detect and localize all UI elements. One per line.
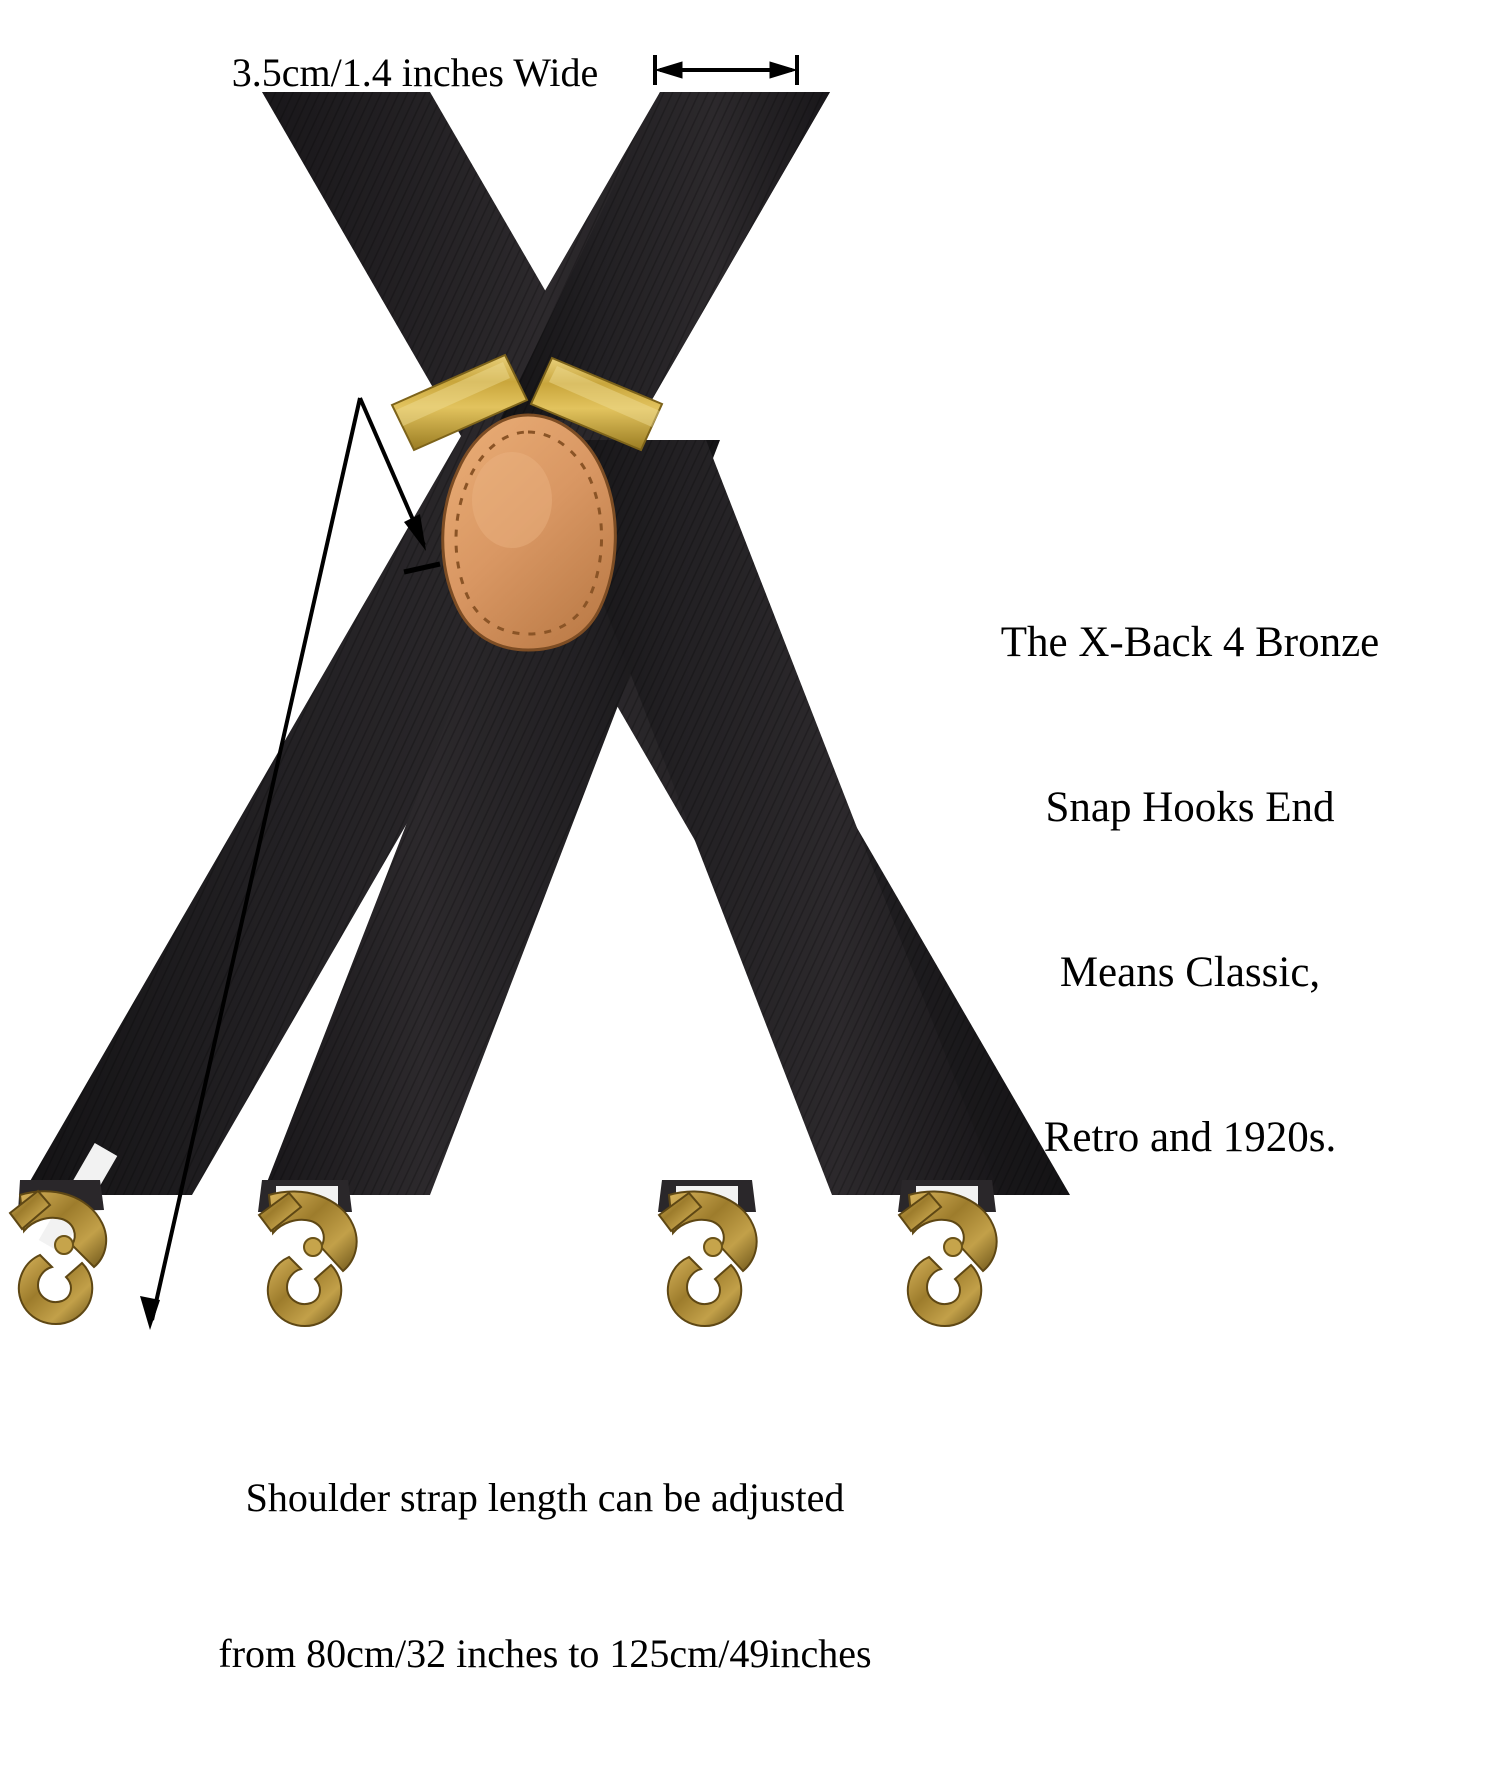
width-annotation (0, 2, 1500, 143)
description-line-3: Means Classic, (1059, 949, 1321, 997)
snap-hook-2 (258, 1180, 357, 1326)
length-annotation-line-1: Shoulder strap length can be adjusted (245, 1475, 845, 1520)
description-line-1: The X-Back 4 Bronze (1000, 619, 1380, 667)
description-annotation (900, 505, 1480, 1275)
leather-center-patch (443, 415, 616, 650)
length-annotation-line-2: from 80cm/32 inches to 125cm/49inches (218, 1631, 872, 1676)
width-annotation-text: 3.5cm/1.4 inches Wide (231, 50, 599, 95)
description-line-2: Snap Hooks End (1045, 784, 1335, 832)
length-annotation (40, 1368, 1050, 1784)
description-line-4: Retro and 1920s. (1043, 1114, 1337, 1162)
snap-hook-3 (658, 1180, 757, 1326)
